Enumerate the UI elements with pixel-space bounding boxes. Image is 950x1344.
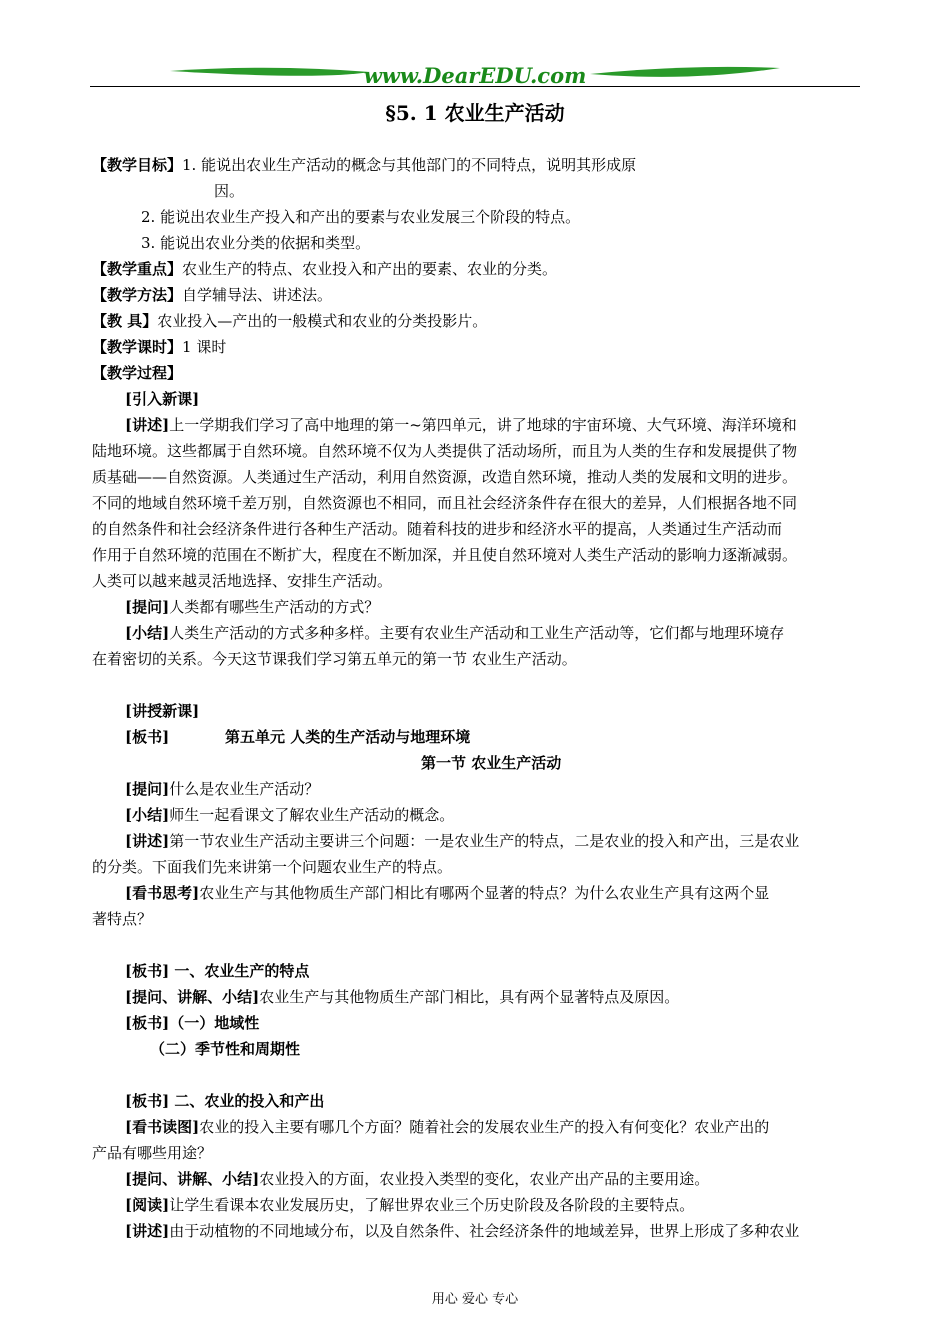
q2-label: [提问] [125,780,170,798]
s2-label: [小结] [125,806,170,824]
read2-label: [看书读图] [125,1118,200,1136]
read1-label: [看书思考] [125,884,200,902]
lecture1-label: [讲述] [125,416,170,434]
lecture3-label: [讲述] [125,1222,170,1240]
teaching-method [92,285,332,305]
lecture3 [125,1221,799,1241]
s1-text-1: 人类生产活动的方式多种多样。主要有农业生产活动和工业生产活动等，它们都与地理环境存 [169,624,785,642]
goal-1b: 因。 [214,182,245,200]
header-rule [90,86,860,87]
board-3b: （二）季节性和周期性 [150,1040,301,1058]
tools-text: 农业投入—产出的一般模式和农业的分类投影片。 [157,312,488,330]
key-text: 农业生产的特点、农业投入和产出的要素、农业的分类。 [182,260,558,278]
qls1-text: 农业生产与其他物质生产部门相比，具有两个显著特点及原因。 [259,988,680,1006]
lecture2-text-1: 第一节农业生产活动主要讲三个问题：一是农业生产的特点，二是农业的投入和产出，三是农业 [169,832,800,850]
goal-2: 2. 能说出农业生产投入和产出的要素与农业发展三个阶段的特点。 [141,208,581,226]
key-points [92,259,557,279]
board-1-unit: 第五单元 人类的生产活动与地理环境 [225,728,471,746]
board-1-label: [板书] [125,728,170,746]
lecture2-line-2: 的分类。下面我们先来讲第一个问题农业生产的特点。 [92,858,453,876]
key-label: 【教学重点】 [92,260,183,278]
read1-text-1: 农业生产与其他物质生产部门相比有哪两个显著的特点？为什么农业生产具有这两个显 [199,884,770,902]
teaching-hours [92,337,226,357]
lecture1-line-2: 陆地环境。这些都属于自然环境。自然环境不仅为人类提供了活动场所，而且为人类的生存和发展提供了物 [92,442,798,460]
summary-2 [125,805,454,825]
summary-1-line-1 [125,623,784,643]
reading-figure-line-2: 产品有哪些用途？ [92,1144,213,1162]
page-title: §5. 1 农业生产活动 [385,101,565,125]
reading-thinking-line-1 [125,883,769,903]
logo-text: www.DearEDU.com [363,63,587,88]
qls2-label: [提问、讲解、小结] [125,1170,260,1188]
read2-text-1: 农业的投入主要有哪几个方面？随着社会的发展农业生产的投入有何变化？农业产出的 [199,1118,770,1136]
hours-label: 【教学课时】 [92,338,183,356]
site-logo-graphic [170,62,780,88]
qls-1 [125,987,679,1007]
goal-line-1 [92,155,636,175]
q2-text: 什么是农业生产活动？ [169,780,320,798]
lecture1-line-1 [125,415,797,435]
hours-text: 1 课时 [182,338,227,356]
goal-3: 3. 能说出农业分类的依据和类型。 [141,234,371,252]
lecture1-line-4: 不同的地域自然环境千差万别，自然资源也不相同，而且社会经济条件存在很大的差异，人们根据各地不同 [92,494,798,512]
lecture1-line-6: 作用于自然环境的范围在不断扩大，程度在不断加深，并且使自然环境对人类生产活动的影响力逐渐减弱。 [92,546,798,564]
reading-label: [阅读] [125,1196,170,1214]
method-text: 自学辅导法、讲述法。 [182,286,333,304]
lecture1-text-1: 上一学期我们学习了高中地理的第一~第四单元，讲了地球的宇宙环境、大气环境、海洋环境和 [169,416,797,434]
logo-right-swoosh [590,67,780,77]
board-1-section: 第一节 农业生产活动 [421,754,562,772]
reading [125,1195,694,1215]
method-label: 【教学方法】 [92,286,183,304]
summary-1-line-2: 在着密切的关系。今天这节课我们学习第五单元的第一节 农业生产活动。 [92,650,577,668]
reading-text: 让学生看课本农业发展历史，了解世界农业三个历史阶段及各阶段的主要特点。 [169,1196,695,1214]
qls-2 [125,1169,709,1189]
s1-label: [小结] [125,624,170,642]
question-1 [125,597,379,617]
board-3: [板书]（一）地域性 [125,1014,260,1032]
goal-1a: 1. 能说出农业生产活动的概念与其他部门的不同特点，说明其形成原 [182,156,637,174]
goal-label: 【教学目标】 [92,156,183,174]
new-lesson-label: [讲授新课] [125,702,200,720]
process-label: 【教学过程】 [92,364,183,382]
site-logo [170,62,780,88]
teaching-tools [92,311,487,331]
board-4: [板书] 二、农业的投入和产出 [125,1092,325,1110]
q1-label: [提问] [125,598,170,616]
lecture1-line-5: 的自然条件和社会经济条件进行各种生产活动。随着科技的进步和经济水平的提高，人类通过生产活动而 [92,520,783,538]
qls2-text: 农业投入的方面，农业投入类型的变化，农业产出产品的主要用途。 [259,1170,710,1188]
board-2: [板书] 一、农业生产的特点 [125,962,310,980]
question-2 [125,779,319,799]
lecture1-line-3: 质基础——自然资源。人类通过生产活动，利用自然资源，改造自然环境，推动人类的发展和文明的进步。 [92,468,798,486]
lecture3-text: 由于动植物的不同地域分布，以及自然条件、社会经济条件的地域差异，世界上形成了多种农业 [169,1222,800,1240]
tools-label: 【教 具】 [92,312,158,330]
q1-text: 人类都有哪些生产活动的方式？ [169,598,380,616]
reading-figure-line-1 [125,1117,769,1137]
reading-thinking-line-2: 著特点？ [92,910,153,928]
lecture2-line-1 [125,831,799,851]
s2-text: 师生一起看课文了解农业生产活动的概念。 [169,806,455,824]
lecture1-line-7: 人类可以越来越灵活地选择、安排生产活动。 [92,572,393,590]
lecture2-label: [讲述] [125,832,170,850]
page-footer: 用心 爱心 专心 [431,1292,519,1307]
intro-label: [引入新课] [125,390,200,408]
qls1-label: [提问、讲解、小结] [125,988,260,1006]
logo-left-swoosh [170,68,370,76]
